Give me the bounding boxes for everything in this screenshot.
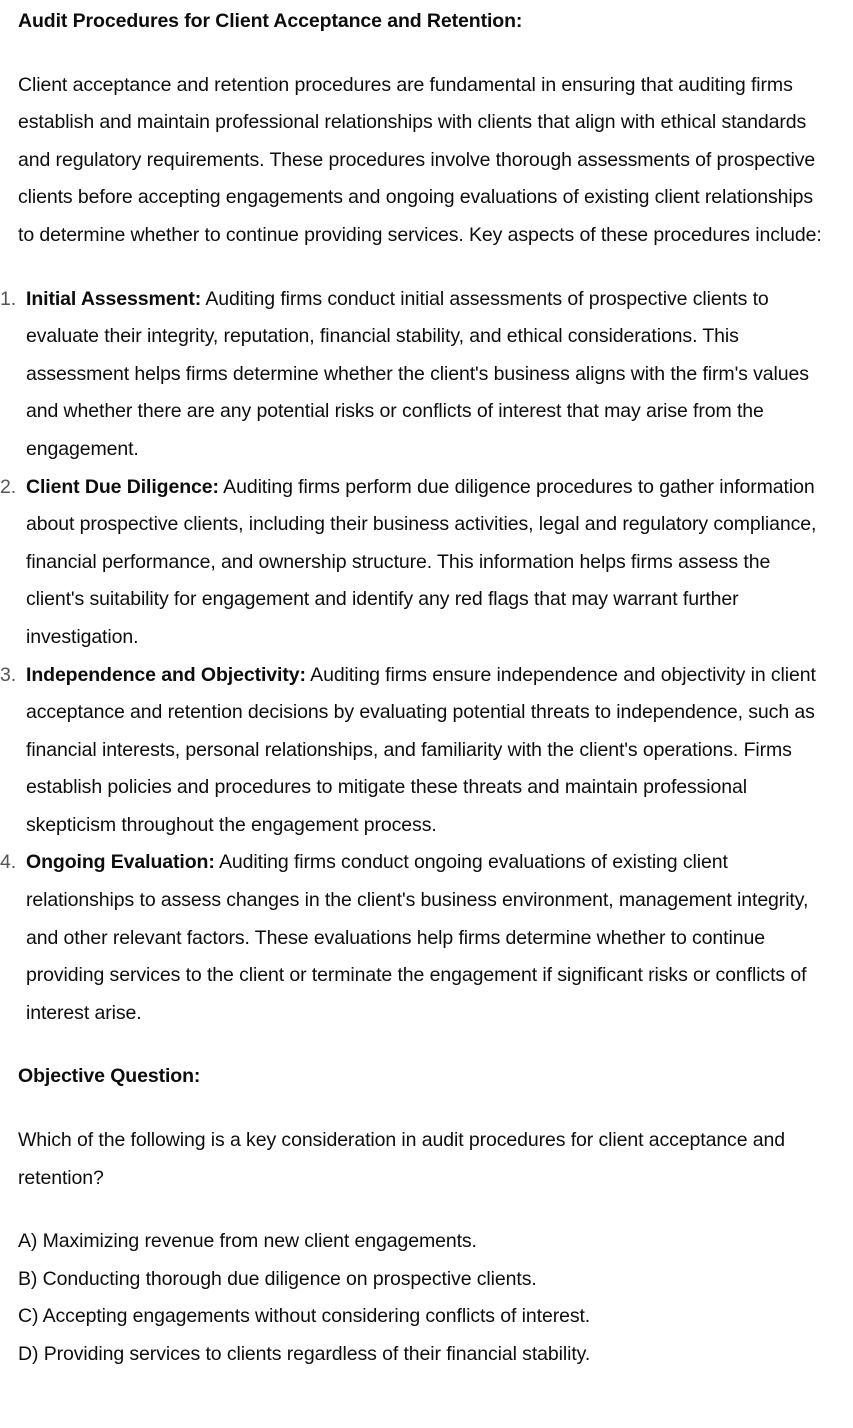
list-item-text: Auditing firms ensure independence and objectivity in client acceptance and retention decisions by evaluating potential threats to independence, such as financial interests, personal relationships, and familiarity with the client's operations. Firms establish policies and procedures to mitigate these threats and maintain professional skepticism throughout the engagement process. (26, 663, 816, 836)
answer-option-d: D) Providing services to clients regardless of their financial stability. (18, 1343, 591, 1365)
question-text: Which of the following is a key consideration in audit procedures for client acceptance and retention? (18, 1129, 786, 1189)
intro-paragraph: Client acceptance and retention procedures are fundamental in ensuring that auditing firms establish and maintain professional relationships with clients that align with ethical standards and regulatory requirements. These procedures involve thorough assessments of prospective clients before accepting engagements and ongoing evaluations of existing client relationships to determine whether to continue providing services. Key aspects of these procedures include: (18, 73, 822, 246)
list-item-text: Auditing firms perform due diligence procedures to gather information about prospective clients, including their business activities, legal and regulatory compliance, financial performance, and ownership structure. This information helps firms assess the client's suitability for engagement and identify any red flags that may warrant further investigation. (26, 475, 817, 648)
list-item-text: Auditing firms conduct initial assessments of prospective clients to evaluate their integrity, reputation, financial stability, and ethical considerations. This assessment helps firms determine whether the client's business aligns with the firm's values and whether there are any potential risks or conflicts of interest that may arise from the engagement. (26, 287, 809, 460)
list-item-term: Ongoing Evaluation: (26, 851, 215, 874)
answer-option-c: C) Accepting engagements without considering conflicts of interest. (18, 1305, 591, 1328)
answer-option-a: A) Maximizing revenue from new client engagements. (18, 1230, 477, 1253)
list-number: 2. (0, 475, 17, 498)
list-item (0, 281, 831, 469)
list-number: 4. (0, 851, 17, 874)
list-number: 1. (0, 287, 17, 310)
list-item (0, 844, 831, 1032)
list-number: 3. (0, 663, 17, 686)
document-title: Audit Procedures for Client Acceptance and Retention: (18, 10, 523, 32)
list-item-text: Auditing firms conduct ongoing evaluations of existing client relationships to assess changes in the client's business environment, management integrity, and other relevant factors. These evaluations help firms determine whether to continue providing services to the client or terminate the engagement if significant risks or conflicts of interest arise. (26, 851, 809, 1024)
list-item (0, 469, 831, 657)
procedure-list (0, 281, 831, 1033)
answer-options (18, 1223, 831, 1373)
list-item-term: Client Due Diligence: (26, 475, 219, 498)
question-heading: Objective Question: (18, 1065, 201, 1088)
list-item-term: Independence and Objectivity: (26, 663, 306, 686)
answer-option-b: B) Conducting thorough due diligence on prospective clients. (18, 1267, 537, 1290)
list-item (0, 657, 831, 845)
list-item-term: Initial Assessment: (26, 287, 202, 310)
